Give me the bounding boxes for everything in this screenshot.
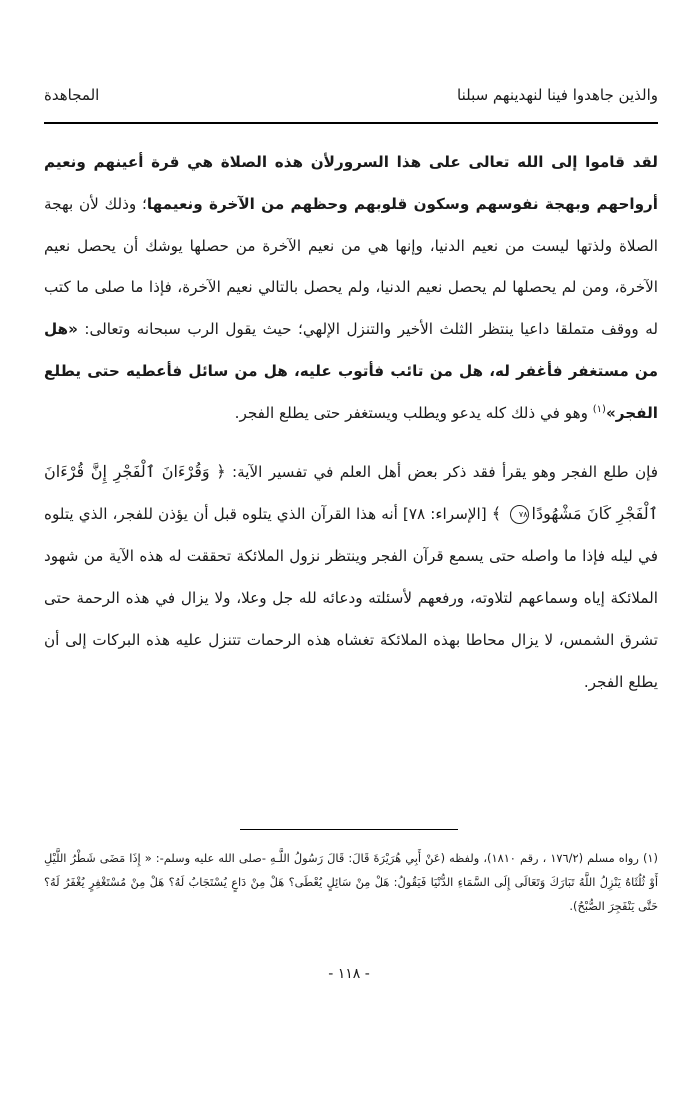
footnotes <box>44 846 658 918</box>
footnote-1: (١) رواه مسلم (١٧٦/٢ ، رقم ١٨١٠)، ولفظه (عَنْ أَبِي هُرَيْرَةَ قَالَ: قَالَ رَسُولُ اللَّـهِ -صلى الله عليه وسلم-: « إِذَا مَضَى شَطْرُ اللَّيْلِ أَوْ ثُلُثَاهُ يَنْزِلُ اللَّهُ تَبَارَكَ وَتَعَالَى إِلَى السَّمَاءِ الدُّنْيَا فَيَقُولُ: هَلْ مِنْ سَائِلٍ يُعْطَى؟ هَلْ مِنْ دَاعٍ يُسْتَجَابُ لَهُ؟ هَلْ مِنْ مُسْتَغْفِرٍ يُغْفَرُ لَهُ؟ حَتَّى يَنْفَجِرَ الصُّبْحُ). <box>44 851 658 913</box>
quran-verse: ﴿ وَقُرْءَانَ ٱلْفَجْرِ إِنَّ قُرْءَانَ ٱلْفَجْرِ كَانَ مَشْهُودًا <box>44 461 658 524</box>
quran-verse-close: ﴾ <box>491 504 507 524</box>
footnote-reference[interactable]: (١) <box>592 403 606 415</box>
book-title: والذين جاهدوا فينا لنهدينهم سبلنا <box>457 86 658 104</box>
paragraph-text: فإن طلع الفجر وهو يقرأ فقد ذكر بعض أهل العلم في تفسير الآية: <box>225 462 659 481</box>
paragraph-2 <box>44 451 658 704</box>
running-header <box>44 86 658 114</box>
paragraph-1 <box>44 142 658 435</box>
hadith-quote: «هل من مستغفر فأغفر له، هل من تائب فأتوب عليه، هل من سائل فأعطيه حتى يطلع الفجر» <box>44 320 658 422</box>
ayah-number-icon: ٧٨ <box>510 505 529 524</box>
paragraph-text-end: أنه هذا القرآن الذي يتلوه قبل أن يؤذن للفجر، الذي يتلوه في ليله فإذا ما واصله حتى يسمع قرآن الفجر وينتظر نزول الملائكة تحققت له هذه الآية من شهود الملائكة إياه وسماعهم لتلاوته، ورفعهم لأسئلته ودعائه لله جل وعلا، ولا يزال في هذه الرحمة حتى تشرق الشمس، لا يزال محاطا بهذه الملائكة تغشاه هذه الرحمات تتنزل عليه هذه البركات إلى أن يطلع الفجر. <box>44 505 658 691</box>
header-rule <box>44 122 658 124</box>
page-number: - ١١٨ - <box>328 966 370 982</box>
main-text <box>44 142 658 703</box>
chapter-title: المجاهدة <box>44 86 100 104</box>
paragraph-text-end: وهو في ذلك كله يدعو ويطلب ويستغفر حتى يطلع الفجر. <box>234 403 593 422</box>
footnote-rule <box>240 829 458 830</box>
bold-passage: لقد قاموا إلى الله تعالى على هذا السرورلأن هذه الصلاة هي قرة أعينهم ونعيم أرواحهم وبهجة نفوسهم وسكون قلوبهم وحظهم من الآخرة ونعيمها <box>44 153 659 213</box>
paragraph-text: ؛ وذلك لأن بهجة الصلاة ولذتها ليست من نعيم الدنيا، وإنها هي من نعيم الآخرة من حصلها يوشك أن يحصل نعيم الآخرة، ومن لم يحصلها لم يحصل نعيم الدنيا، ولم يحصل بالتالي نعيم الآخرة، فإذا ما صلى ما كتب له ووقف متملقا داعيا ينتظر الثلث الأخير والتنزل الإلهي؛ حيث يقول الرب سبحانه وتعالى: <box>44 194 658 339</box>
surah-citation: [الإسراء: ٧٨] <box>397 505 492 524</box>
